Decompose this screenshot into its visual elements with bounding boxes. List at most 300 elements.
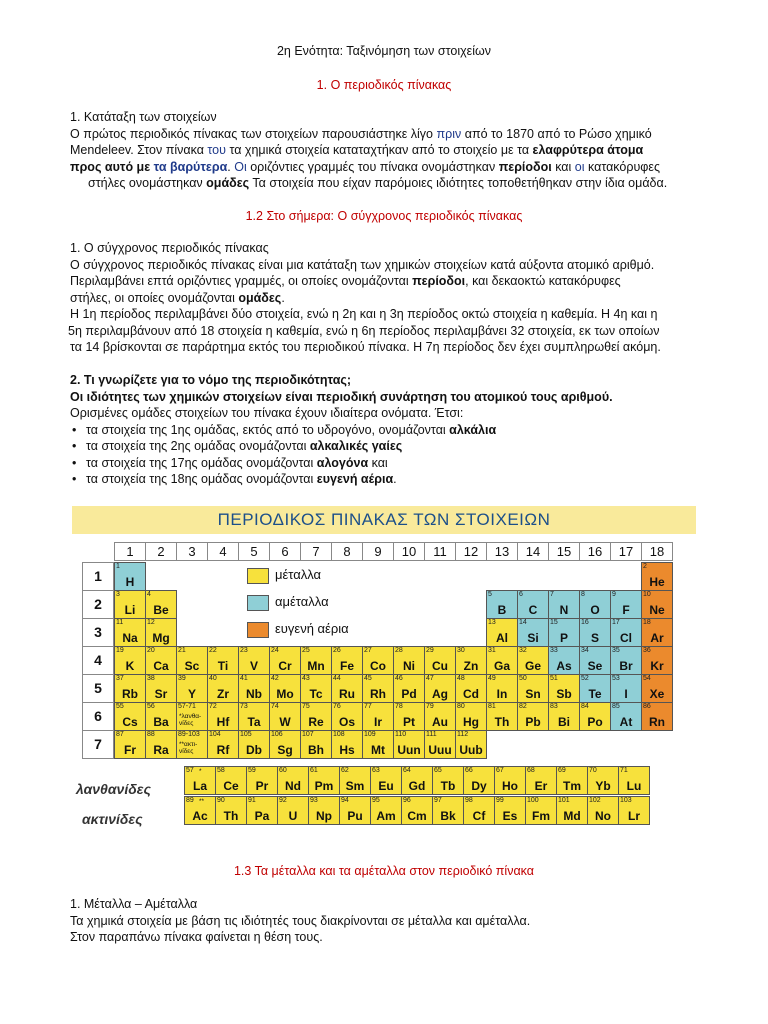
atomic-number: 79 [426, 703, 434, 710]
element-cell [641, 562, 673, 591]
element-cell [579, 702, 611, 731]
element-symbol: N [559, 603, 569, 617]
element-symbol: Gd [408, 779, 426, 793]
atomic-number: 92 [279, 797, 287, 804]
atomic-number: 5 [488, 591, 492, 598]
element-symbol: Cu [432, 659, 448, 673]
element-cell [517, 590, 549, 619]
section-1-3-subheading: 1. Μέταλλα – Αμέταλλα [70, 897, 198, 911]
group-header: 4 [207, 542, 239, 561]
element-cell [641, 646, 673, 675]
legend-label-noble: ευγενή αέρια [275, 621, 349, 636]
element-symbol: F [622, 603, 630, 617]
element-symbol: Pb [525, 715, 541, 729]
group-header: 17 [610, 542, 642, 561]
atomic-number: 87 [116, 731, 124, 738]
period-label: 4 [82, 646, 114, 675]
element-symbol: V [249, 659, 258, 673]
atomic-number: 69 [558, 767, 566, 774]
element-symbol: Pd [401, 687, 417, 701]
element-cell [331, 702, 363, 731]
section-1-2-body [70, 240, 710, 356]
element-symbol: Na [122, 631, 138, 645]
element-symbol: Th [223, 809, 239, 823]
legend-swatch-nonmetal [247, 595, 269, 611]
element-symbol: Cm [407, 809, 427, 823]
legend-swatch-metal [247, 568, 269, 584]
atomic-number: 84 [581, 703, 589, 710]
element-symbol: Cs [122, 715, 138, 729]
star-marker: * [199, 768, 202, 775]
atomic-number: 1 [116, 563, 120, 570]
element-cell [269, 702, 301, 731]
element-cell [401, 796, 433, 825]
element-cell [587, 766, 619, 795]
element-symbol: Bh [308, 743, 324, 757]
element-symbol: Co [370, 659, 386, 673]
element-symbol: No [595, 809, 611, 823]
atomic-number: 53 [612, 675, 620, 682]
atomic-number: 101 [558, 797, 570, 804]
element-symbol: Zn [463, 659, 479, 673]
element-cell [486, 646, 518, 675]
element-cell [339, 796, 371, 825]
element-cell [238, 702, 270, 731]
atomic-number: 81 [488, 703, 496, 710]
element-cell [362, 674, 394, 703]
element-cell [246, 796, 278, 825]
section-1-3-heading: 1.3 Τα μέταλλα και τα αμέταλλα στον περιοδικό πίνακα [233, 864, 535, 878]
element-symbol: Tc [309, 687, 323, 701]
atomic-number: 21 [178, 647, 186, 654]
element-symbol: Np [316, 809, 332, 823]
element-cell [548, 590, 580, 619]
periodic-table-figure [72, 506, 696, 844]
group-header: 9 [362, 542, 394, 561]
element-cell [618, 796, 650, 825]
element-cell [339, 766, 371, 795]
element-symbol: Au [432, 715, 448, 729]
section-2-body [70, 372, 710, 488]
element-cell [455, 702, 487, 731]
element-cell [548, 702, 580, 731]
element-symbol: Dy [471, 779, 487, 793]
atomic-number: 91 [248, 797, 256, 804]
element-symbol: H [125, 575, 135, 589]
element-symbol: Sm [345, 779, 365, 793]
element-cell [401, 766, 433, 795]
element-cell [455, 646, 487, 675]
atomic-number: 38 [147, 675, 155, 682]
atomic-number: 90 [217, 797, 225, 804]
element-symbol: Tb [440, 779, 456, 793]
element-symbol: Nd [285, 779, 301, 793]
atomic-number: 67 [496, 767, 504, 774]
atomic-number: 12 [147, 619, 155, 626]
actinides-label: ακτινίδες [82, 811, 143, 827]
element-cell [145, 590, 177, 619]
section-1-heading: 1. Ο περιοδικός πίνακας [316, 78, 452, 92]
element-symbol: Y [187, 687, 196, 701]
atomic-number: 82 [519, 703, 527, 710]
element-cell [486, 590, 518, 619]
element-cell [145, 730, 177, 759]
element-cell [331, 646, 363, 675]
element-symbol: Ce [223, 779, 239, 793]
list-item: • τα στοιχεία της 2ης ομάδας ονομάζονται αλκαλικές γαίες [86, 438, 710, 455]
element-cell [393, 646, 425, 675]
atomic-number: 55 [116, 703, 124, 710]
atomic-number: 26 [333, 647, 341, 654]
element-cell [424, 674, 456, 703]
atomic-number: 100 [527, 797, 539, 804]
element-symbol: Br [619, 659, 633, 673]
element-cell [393, 702, 425, 731]
element-cell [370, 796, 402, 825]
atomic-number: 29 [426, 647, 434, 654]
element-symbol: Db [246, 743, 262, 757]
element-symbol: Xe [649, 687, 665, 701]
element-symbol: Sn [525, 687, 541, 701]
atomic-number: 112 [457, 731, 469, 738]
element-symbol: Pm [314, 779, 334, 793]
element-cell [610, 646, 642, 675]
group-header: 11 [424, 542, 456, 561]
element-symbol: Rh [370, 687, 386, 701]
atomic-number: 44 [333, 675, 341, 682]
atomic-number: 32 [519, 647, 527, 654]
element-symbol: Te [588, 687, 602, 701]
element-symbol: Ni [403, 659, 415, 673]
atomic-number: 52 [581, 675, 589, 682]
atomic-number: 4 [147, 591, 151, 598]
atomic-number: 10 [643, 591, 651, 598]
paragraph-line: Περιλαμβάνει επτά οριζόντιες γραμμές, οι οποίες ονομάζονται περίοδοι, και δεκαοκτώ κατακόρυφες [70, 274, 621, 288]
element-symbol: At [619, 715, 633, 729]
atomic-number: 109 [364, 731, 376, 738]
doc-title: 2η Ενότητα: Ταξινόμηση των στοιχείων [276, 44, 492, 58]
element-cell [308, 796, 340, 825]
element-symbol: Pr [255, 779, 269, 793]
element-symbol: Sb [556, 687, 572, 701]
element-symbol: Rf [216, 743, 230, 757]
periodic-law: Οι ιδιότητες των χημικών στοιχείων είναι περιοδική συνάρτηση του ατομικού τους αριθμού. [70, 389, 613, 404]
element-cell [610, 590, 642, 619]
element-symbol: Os [338, 715, 355, 729]
element-cell [610, 618, 642, 647]
list-item: • τα στοιχεία της 18ης ομάδας ονομάζονται ευγενή αέρια. [86, 471, 710, 488]
element-symbol: Eu [378, 779, 394, 793]
element-cell [641, 590, 673, 619]
section-1-2-heading: 1.2 Στο σήμερα: Ο σύγχρονος περιοδικός πίνακας [245, 209, 523, 223]
legend-swatch-noble [247, 622, 269, 638]
element-cell [269, 674, 301, 703]
atomic-number: 89 [186, 797, 194, 804]
atomic-number: 60 [279, 767, 287, 774]
element-symbol: Ge [524, 659, 541, 673]
element-symbol: Kr [650, 659, 664, 673]
group-header: 2 [145, 542, 177, 561]
element-cell [494, 796, 526, 825]
atomic-number: 111 [426, 731, 437, 738]
atomic-number: 74 [271, 703, 279, 710]
atomic-number: 88 [147, 731, 155, 738]
element-symbol: Po [587, 715, 603, 729]
atomic-number: 50 [519, 675, 527, 682]
element-cell [424, 730, 456, 759]
atomic-number: 6 [519, 591, 523, 598]
paragraph-line: Ο πρώτος περιοδικός πίνακας των στοιχείων παρουσιάστηκε λίγο πριν από το 1870 από το Ρώσο χημικό [70, 126, 652, 141]
paragraph-line: στήλες, οι οποίες ονομάζονται ομάδες. [70, 290, 285, 305]
atomic-number: 33 [550, 647, 558, 654]
atomic-number: 3 [116, 591, 120, 598]
atomic-number: 23 [240, 647, 248, 654]
element-cell [207, 674, 239, 703]
atomic-number: 49 [488, 675, 496, 682]
element-cell [556, 766, 588, 795]
element-symbol: Pa [254, 809, 270, 823]
atomic-number: 35 [612, 647, 620, 654]
element-symbol: La [192, 779, 207, 793]
element-cell [269, 646, 301, 675]
element-cell [486, 702, 518, 731]
element-symbol: Hf [216, 715, 230, 729]
element-cell [641, 618, 673, 647]
element-symbol: U [288, 809, 298, 823]
atomic-number: 107 [302, 731, 314, 738]
list-item: • τα στοιχεία της 1ης ομάδας, εκτός από το υδρογόνο, ονομάζονται αλκάλια [86, 422, 710, 439]
element-cell [114, 646, 146, 675]
group-header: 15 [548, 542, 580, 561]
atomic-number: 103 [620, 797, 632, 804]
element-symbol: Ta [247, 715, 261, 729]
element-symbol: Tm [563, 779, 581, 793]
atomic-number: 93 [310, 797, 318, 804]
element-symbol: Am [376, 809, 396, 823]
atomic-number: 96 [403, 797, 411, 804]
element-symbol: Mo [276, 687, 294, 701]
element-cell [300, 674, 332, 703]
placeholder-cell [176, 702, 208, 731]
element-cell [176, 646, 208, 675]
paragraph-line: τα 14 βρίσκονται σε παράρτημα εκτός του περιοδικού πίνακα. Η 7η περίοδος δεν έχει συμπληρωθεί ακόμη. [70, 340, 661, 354]
atomic-number: 36 [643, 647, 651, 654]
atomic-number: 106 [271, 731, 283, 738]
element-symbol: Ga [493, 659, 510, 673]
atomic-number: 94 [341, 797, 349, 804]
list-item: • τα στοιχεία της 17ης ομάδας ονομάζονται αλογόνα και [86, 455, 710, 472]
element-symbol: I [624, 687, 628, 701]
element-cell [300, 730, 332, 759]
element-symbol: Be [153, 603, 169, 617]
atomic-number: 71 [620, 767, 628, 774]
period-label: 1 [82, 562, 114, 591]
element-symbol: Rb [122, 687, 138, 701]
element-cell [393, 730, 425, 759]
element-symbol: S [590, 631, 599, 645]
element-cell [362, 646, 394, 675]
paragraph-line: Η 1η περίοδος περιλαμβάνει δύο στοιχεία, ενώ η 2η και η 3η περίοδος οκτώ στοιχεία η καθεμία. Η 4η και η [70, 307, 658, 321]
legend-label-metal: μέταλλα [275, 567, 322, 582]
element-cell [207, 702, 239, 731]
element-symbol: Mt [371, 743, 385, 757]
atomic-number: 41 [240, 675, 248, 682]
element-symbol: Al [496, 631, 508, 645]
element-symbol: Lu [626, 779, 642, 793]
element-symbol: Cd [463, 687, 479, 701]
element-cell [145, 646, 177, 675]
paragraph-line: Ορισμένες ομάδες στοιχείων του πίνακα έχουν ιδιαίτερα ονόματα. Έτσι: [70, 406, 464, 420]
atomic-number: 43 [302, 675, 310, 682]
element-symbol: Yb [595, 779, 611, 793]
element-symbol: Sr [154, 687, 168, 701]
atomic-number: 75 [302, 703, 310, 710]
atomic-number: 24 [271, 647, 279, 654]
element-cell [610, 702, 642, 731]
atomic-number: 11 [116, 619, 124, 626]
element-symbol: W [279, 715, 291, 729]
element-cell [145, 618, 177, 647]
atomic-number: 57 [186, 767, 194, 774]
element-cell [145, 674, 177, 703]
element-cell [463, 796, 495, 825]
element-symbol: Sc [184, 659, 200, 673]
atomic-number: 85 [612, 703, 620, 710]
lanthanides-label: λανθανίδες [76, 781, 151, 797]
element-symbol: Zr [217, 687, 229, 701]
element-cell [114, 674, 146, 703]
element-symbol: Uun [397, 743, 421, 757]
atomic-number: 9 [612, 591, 616, 598]
group-header: 1 [114, 542, 146, 561]
element-symbol: He [649, 575, 665, 589]
element-cell [246, 766, 278, 795]
element-cell [455, 674, 487, 703]
atomic-number: 63 [372, 767, 380, 774]
atomic-number: 83 [550, 703, 558, 710]
atomic-number: 17 [612, 619, 620, 626]
element-cell [579, 618, 611, 647]
element-cell [362, 702, 394, 731]
paragraph-line: προς αυτό με τα βαρύτερα. Οι οριζόντιες γραμμές του πίνακα ονομάστηκαν περίοδοι και οι κατακόρυφες [70, 159, 660, 174]
element-cell [393, 674, 425, 703]
element-cell [556, 796, 588, 825]
element-cell [331, 674, 363, 703]
element-cell [579, 590, 611, 619]
atomic-number: 98 [465, 797, 473, 804]
atomic-number: 77 [364, 703, 372, 710]
element-cell [463, 766, 495, 795]
element-cell [486, 618, 518, 647]
element-symbol: Ir [373, 715, 382, 729]
atomic-number: 76 [333, 703, 341, 710]
element-cell [308, 766, 340, 795]
element-cell [579, 674, 611, 703]
group-header: 7 [300, 542, 332, 561]
element-symbol: Fm [532, 809, 550, 823]
section-1-3-body [70, 896, 710, 946]
atomic-number: 78 [395, 703, 403, 710]
element-symbol: P [559, 631, 568, 645]
atomic-number: 13 [488, 619, 496, 626]
atomic-number: 27 [364, 647, 372, 654]
element-cell [432, 796, 464, 825]
element-symbol: Li [124, 603, 136, 617]
atomic-number: 2 [643, 563, 647, 570]
group-header: 16 [579, 542, 611, 561]
paragraph-line: Mendeleev. Στον πίνακα του τα χημικά στοιχεία καταταχτήκαν από το στοιχείο με τα ελαφρύτερα άτομα [70, 143, 644, 157]
element-symbol: C [528, 603, 538, 617]
atomic-number: 20 [147, 647, 155, 654]
atomic-number: 16 [581, 619, 589, 626]
element-cell [176, 674, 208, 703]
legend-label-nonmetal: αμέταλλα [275, 594, 329, 609]
element-cell [525, 766, 557, 795]
element-symbol: Ne [649, 603, 665, 617]
element-cell [517, 646, 549, 675]
element-symbol: Ca [153, 659, 169, 673]
period-label: 7 [82, 730, 114, 759]
element-symbol: Uuu [428, 743, 452, 757]
atomic-number: 47 [426, 675, 434, 682]
group-header: 13 [486, 542, 518, 561]
atomic-number: 61 [310, 767, 318, 774]
element-cell [618, 766, 650, 795]
atomic-range: 57-71 [178, 703, 196, 710]
placeholder-text: **ακτι-νίδες [179, 741, 198, 755]
element-symbol: Pu [347, 809, 363, 823]
group-header: 10 [393, 542, 425, 561]
element-cell [145, 702, 177, 731]
element-cell [610, 674, 642, 703]
atomic-number: 37 [116, 675, 124, 682]
atomic-number: 86 [643, 703, 651, 710]
element-cell [300, 702, 332, 731]
group-header: 12 [455, 542, 487, 561]
atomic-range: 89-103 [178, 731, 200, 738]
period-label: 2 [82, 590, 114, 619]
element-cell [517, 674, 549, 703]
element-cell [432, 766, 464, 795]
element-cell [207, 730, 239, 759]
element-symbol: Ag [432, 687, 448, 701]
atomic-number: 72 [209, 703, 217, 710]
atomic-number: 51 [550, 675, 558, 682]
atomic-number: 105 [240, 731, 252, 738]
atomic-number: 15 [550, 619, 558, 626]
element-cell [114, 702, 146, 731]
element-symbol: Md [563, 809, 581, 823]
atomic-number: 42 [271, 675, 279, 682]
section-1-body [70, 109, 710, 192]
element-cell [494, 766, 526, 795]
element-symbol: As [556, 659, 572, 673]
element-cell [215, 766, 247, 795]
element-cell [517, 702, 549, 731]
element-symbol: Se [587, 659, 603, 673]
element-cell [114, 730, 146, 759]
atomic-number: 99 [496, 797, 504, 804]
section-1-subheading: 1. Κατάταξη των στοιχείων [70, 110, 217, 124]
element-cell [362, 730, 394, 759]
atomic-number: 97 [434, 797, 442, 804]
placeholder-cell [176, 730, 208, 759]
group-header: 8 [331, 542, 363, 561]
group-header: 5 [238, 542, 270, 561]
element-symbol: Ho [502, 779, 518, 793]
paragraph-line: Στον παραπάνω πίνακα φαίνεται η θέση τους. [70, 930, 323, 944]
element-cell [641, 702, 673, 731]
